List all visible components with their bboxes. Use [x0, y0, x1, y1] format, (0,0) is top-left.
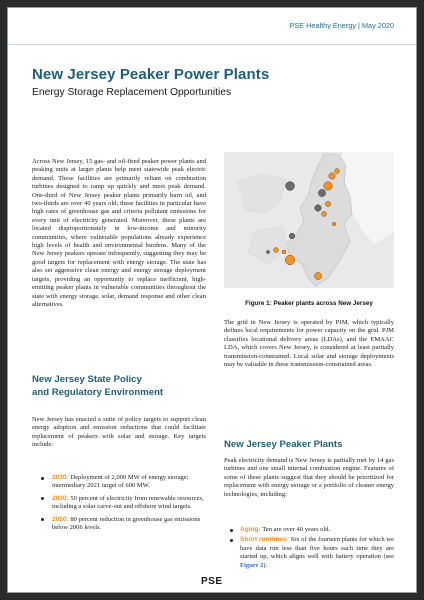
feature-label: Short runtimes:: [240, 536, 289, 544]
policy-heading: [32, 374, 206, 399]
peaker-plant-marker: [314, 272, 321, 279]
feature-text: Six of the fourteen plants for which we have data run less than five hours each time they are started up, which aligns well with battery operation (see: [240, 536, 394, 561]
feature-text-tail: ).: [263, 561, 268, 569]
list-item: [224, 526, 394, 534]
peaker-plant-marker: [325, 201, 330, 206]
target-text: Deployment of 2,000 MW of energy storage; intermediary 2021 target of 600 MW.: [52, 474, 189, 490]
list-item: [224, 536, 394, 570]
peaker-plant-marker: [318, 189, 325, 196]
peaker-plant-marker: [322, 212, 327, 217]
grid-paragraph: The grid in New Jersey is operated by PJM, which typically defines local requirements for power capacity on the grid. PJM classifies locational delivery areas (LDAs), and the EMAAC LDA, which covers New Jersey, is considered at least partially transmission-constrained. Local solar and storage deployments may be valuable in these transmission-constrained areas.: [224, 319, 394, 369]
bullet-dot-icon: [230, 529, 233, 532]
bullet-dot-icon: [230, 539, 233, 542]
feature-text: Ten are over 40 years old.: [260, 526, 331, 533]
peaker-map-figure: [224, 152, 394, 288]
bullet-dot-icon: [41, 477, 44, 480]
figure-2-link[interactable]: Figure 2: [240, 561, 264, 569]
list-item: [32, 495, 206, 512]
intro-paragraph: Across New Jersey, 15 gas- and oil-fired peaker power plants and peaking units at larger plants help meet statewide peak electric demand. These facilities are primarily reliant on combustion turbines designed to ramp up quickly and meet peak demand. One-third of New Jersey peaker plants primarily burn oil, and two-thirds are over 40 years old; these facilities in particular have high rates of greenhouse gas and criteria pollutant emissions for every unit of electricity generated. Moreover, these plants are located disproportionately in low-income and minority communities, where vulnerable populations already experience high levels of health and environmental burdens. Many of the New Jersey peakers operate infrequently, suggesting they may be good targets for replacement with energy storage. The state has also set aggressive clean energy and energy storage deployment targets, providing an opportunity to replace inefficient, high-emitting peaker plants in vulnerable communities throughout the state with energy storage, solar, demand response and other clean alternatives.: [32, 158, 206, 308]
target-text: 50 percent of electricity from renewable resources, including a solar carve-out and offshore wind targets.: [52, 494, 204, 511]
target-year: 2030:: [52, 474, 69, 481]
policy-paragraph: New Jersey has enacted a suite of policy targets to support clean energy adoption and emission reductions that could facilitate replacement of peakers with solar and storage. Key targets include:: [32, 416, 206, 449]
policy-target-list: [32, 474, 206, 536]
peaker-plant-marker: [332, 222, 336, 226]
target-text: 80 percent reduction in greenhouse gas emissions below 2006 levels.: [52, 515, 201, 532]
peaker-plant-marker: [274, 248, 279, 253]
policy-heading-line2: and Regulatory Environment: [32, 386, 164, 398]
peaker-plant-marker: [335, 169, 340, 174]
policy-heading-line1: New Jersey State Policy: [32, 374, 142, 385]
header-band: [8, 8, 416, 45]
peaker-plant-marker: [324, 182, 332, 190]
peaker-plant-marker: [315, 205, 321, 211]
peaker-plant-marker: [286, 182, 295, 191]
bullet-dot-icon: [41, 518, 44, 521]
bullet-dot-icon: [41, 497, 44, 500]
page-subtitle: Energy Storage Replacement Opportunities: [32, 87, 232, 98]
new-jersey-map-icon: [224, 152, 394, 288]
list-item: [32, 474, 206, 491]
target-year: 2030:: [52, 494, 69, 502]
document-page: [7, 7, 417, 593]
peaker-plant-marker: [282, 250, 286, 254]
feature-label: Aging:: [240, 526, 261, 533]
header-text: PSE Healthy Energy | May 2020: [289, 21, 394, 30]
peaker-plant-marker: [289, 233, 295, 239]
figure-caption: Figure 1: Peaker plants across New Jersey: [245, 300, 373, 307]
peakers-paragraph: Peak electricity demand is New Jersey is partially met by 14 gas turbines and one small internal combustion engine. Features of some of these plants suggest that they should be prioritized for replacement with energy storage or a portfolio of cleaner energy technologies, including:: [224, 457, 394, 498]
list-item: [32, 516, 206, 533]
peaker-plant-marker: [329, 173, 335, 179]
peaker-plant-marker: [266, 250, 269, 253]
peakers-heading: New Jersey Peaker Plants: [224, 439, 343, 450]
peaker-plant-marker: [285, 255, 295, 265]
page-title: New Jersey Peaker Power Plants: [32, 66, 270, 83]
peaker-feature-list: [224, 526, 394, 572]
pse-logo: PSE: [201, 576, 223, 587]
target-year: 2050:: [52, 515, 69, 523]
